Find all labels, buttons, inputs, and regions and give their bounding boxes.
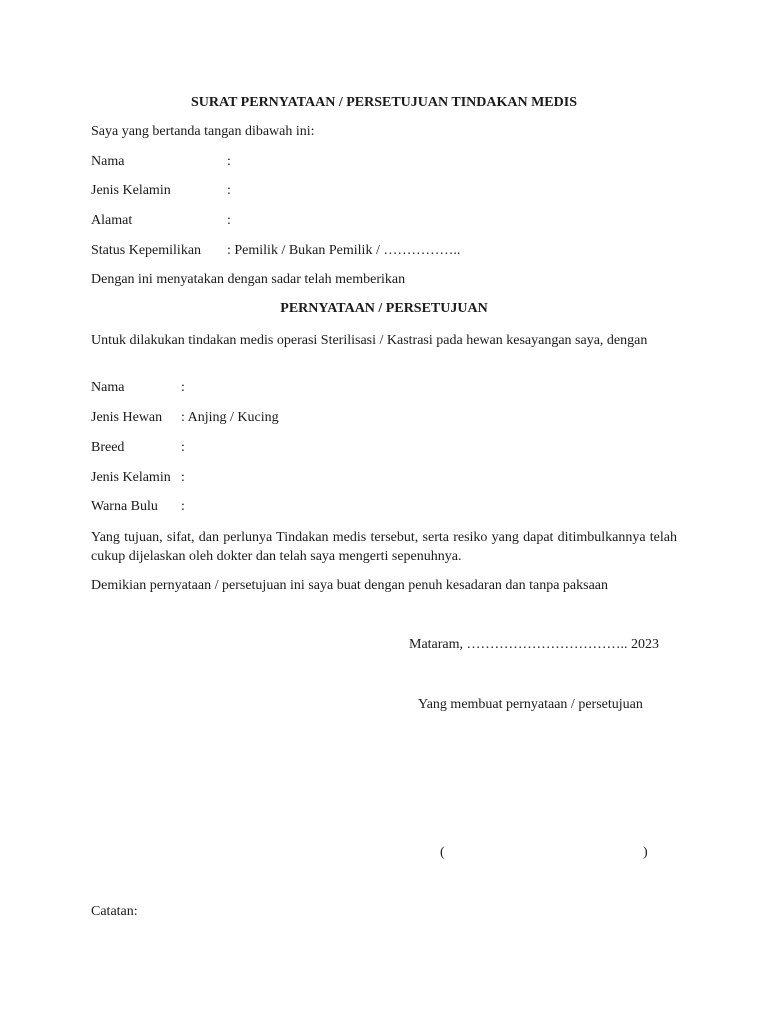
ownership-status-label: Status Kepemilikan <box>91 243 202 258</box>
signer-label: Yang membuat pernyataan / persetujuan <box>418 697 643 712</box>
owner-name-value: : <box>227 154 231 169</box>
owner-gender-label: Jenis Kelamin <box>91 183 171 198</box>
pet-gender-value: : <box>181 470 185 485</box>
pet-species-label: Jenis Hewan <box>91 410 163 425</box>
pet-name-value: : <box>181 380 185 395</box>
statement-line: Dengan ini menyatakan dengan sadar telah memberikan <box>91 272 406 287</box>
pet-name-label: Nama <box>91 380 125 395</box>
place-date: Mataram, …………………………….. 2023 <box>409 637 660 652</box>
owner-address-label: Alamat <box>91 213 133 228</box>
ownership-status-value: : Pemilik / Bukan Pemilik / …………….. <box>227 243 461 258</box>
document-title: SURAT PERNYATAAN / PERSETUJUAN TINDAKAN MEDIS <box>191 95 577 110</box>
owner-address-value: : <box>227 213 231 228</box>
pet-species-value: : Anjing / Kucing <box>181 410 279 425</box>
explanation-paragraph: Yang tujuan, sifat, dan perlunya Tindakan medis tersebut, serta resiko yang dapat ditimbulkannya telah cukup dijelaskan oleh dokter dan telah saya mengerti sepenuhnya. <box>91 530 677 564</box>
signature-close-paren: ) <box>643 845 648 860</box>
notes-label: Catatan: <box>91 904 138 919</box>
owner-gender-value: : <box>227 183 231 198</box>
document-subtitle: PERNYATAAN / PERSETUJUAN <box>280 301 488 316</box>
pet-fur-color-value: : <box>181 499 185 514</box>
procedure-paragraph: Untuk dilakukan tindakan medis operasi Sterilisasi / Kastrasi pada hewan kesayangan saya, dengan <box>91 333 648 348</box>
pet-breed-label: Breed <box>91 440 125 455</box>
closing-line: Demikian pernyataan / persetujuan ini saya buat dengan penuh kesadaran dan tanpa paksaan <box>91 578 609 593</box>
signature-open-paren: ( <box>440 845 445 860</box>
owner-name-label: Nama <box>91 154 125 169</box>
pet-fur-color-label: Warna Bulu <box>91 499 158 514</box>
pet-gender-label: Jenis Kelamin <box>91 470 171 485</box>
pet-breed-value: : <box>181 440 185 455</box>
intro-text: Saya yang bertanda tangan dibawah ini: <box>91 124 315 139</box>
